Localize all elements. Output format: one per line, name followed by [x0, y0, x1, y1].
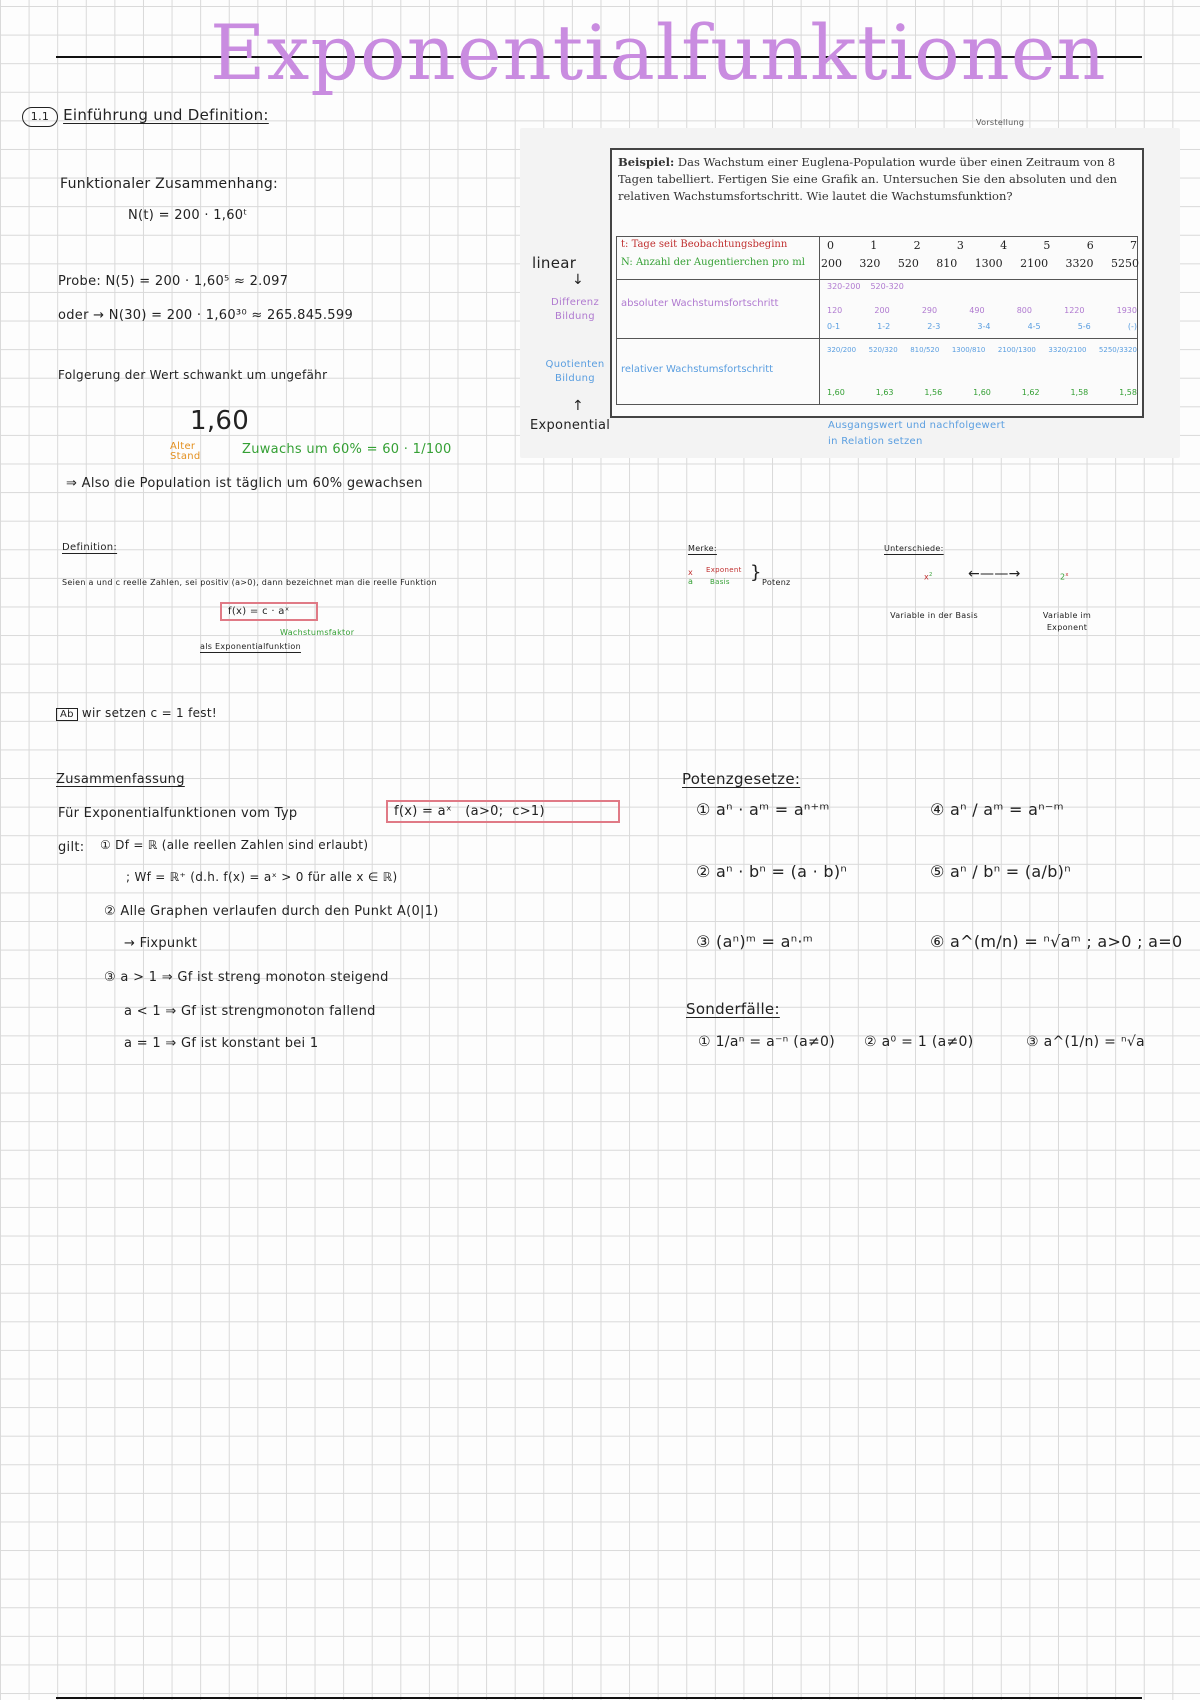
- row-n-label: N: Anzahl der Augentierchen pro ml: [621, 257, 805, 268]
- section-number: 1.1: [22, 107, 58, 127]
- abs-example: 320-200: [827, 282, 861, 291]
- growth-formula: N(t) = 200 · 1,60ᵗ: [128, 208, 248, 223]
- alter-stand-label: Alter Stand: [170, 441, 201, 462]
- rel-value-cell: 1,60: [827, 388, 845, 397]
- n-value-cell: 5250: [1110, 257, 1139, 270]
- ab-text: wir setzen c = 1 fest!: [81, 706, 217, 720]
- example-task: [618, 154, 1138, 205]
- diff-label: Differenz Bildung: [550, 297, 599, 322]
- rel-divider: [819, 338, 820, 404]
- zuwachs-label: Zuwachs um 60% = 60 · 1/100: [242, 442, 452, 457]
- zusammenfassung-item-3: ② Alle Graphen verlaufen durch den Punkt A(0|1): [104, 904, 439, 919]
- n-value-cell: 200: [821, 257, 842, 270]
- law-3: ③ (aⁿ)ᵐ = aⁿ·ᵐ: [696, 932, 814, 951]
- down-arrow: ↓: [572, 272, 585, 288]
- rel-values: [827, 388, 1137, 397]
- law-1: ① aⁿ · aᵐ = aⁿ⁺ᵐ: [696, 800, 830, 819]
- law-4: ④ aⁿ / aᵐ = aⁿ⁻ᵐ: [930, 800, 1064, 819]
- linear-label: linear: [532, 254, 577, 272]
- sonderfaelle-heading: Sonderfälle:: [686, 1000, 780, 1018]
- typ-box: f(x) = aˣ (a>0; c>1): [386, 800, 620, 823]
- rel-value-cell: 1,60: [973, 388, 991, 397]
- merke-exponent: Exponent: [706, 566, 742, 574]
- rel-fraction-cell: 520/320: [868, 346, 898, 354]
- definition-box: f(x) = c · aˣ: [220, 602, 318, 621]
- t-value-cell: 5: [1043, 239, 1051, 252]
- up-arrow: ↑: [572, 398, 585, 414]
- abs-value-cell: 800: [1016, 306, 1032, 315]
- rel-value-cell: 1,58: [1070, 388, 1089, 397]
- law-5: ⑤ aⁿ / bⁿ = (a/b)ⁿ: [930, 862, 1071, 881]
- t-values: [827, 239, 1137, 252]
- clipping-top-label: Vorstellung: [976, 118, 1025, 127]
- n-value-cell: 810: [936, 257, 958, 270]
- als-label: als Exponentialfunktion: [200, 642, 301, 651]
- abs-range-cell: (-): [1127, 322, 1137, 331]
- zusammenfassung-intro: Für Exponentialfunktionen vom Typ: [58, 806, 298, 821]
- page-title: Exponentialfunktionen: [210, 8, 1107, 97]
- abs-label: absoluter Wachstumsfortschritt: [621, 298, 779, 309]
- n-value-cell: 1300: [974, 257, 1003, 270]
- rel-fraction-cell: 320/200: [827, 346, 857, 354]
- n-value-cell: 3320: [1065, 257, 1094, 270]
- t-value-cell: 2: [913, 239, 921, 252]
- rel-row: [616, 338, 1138, 405]
- abs-value-cell: 290: [921, 306, 938, 315]
- unterschied-right-expr: 2$^x$: [1060, 572, 1069, 582]
- rel-fraction-cell: 810/520: [910, 346, 940, 354]
- rel-fraction-cell: 2100/1300: [997, 346, 1036, 354]
- unterschied-right-label: Variable im Exponent: [1042, 611, 1092, 632]
- t-value-cell: 7: [1129, 239, 1137, 252]
- merke-x-a: x a: [688, 568, 694, 586]
- sonderfall-3: ③ a^(1/n) = ⁿ√a: [1026, 1034, 1145, 1050]
- sonderfall-1: ① 1/aⁿ = a⁻ⁿ (a≠0): [698, 1034, 835, 1050]
- task-text: Das Wachstum einer Euglena-Population wurde über einen Zeitraum von 8 Tagen tabelliert. Fertigen Sie eine Grafik an. Untersuchen Sie den absoluten und den relativen Wachstumsfortschritt. Wie lautet die Wachstumsfunktion?: [618, 155, 1118, 203]
- t-value-cell: 3: [956, 239, 964, 252]
- exponential-label: Exponential: [530, 418, 611, 433]
- abs-value-cell: 200: [874, 306, 890, 315]
- merke-basis: Basis: [710, 578, 730, 586]
- ab-line: [56, 706, 217, 720]
- abs-row: [616, 278, 1138, 339]
- task-bold: Beispiel:: [618, 155, 675, 169]
- zusammenhang-label: Funktionaler Zusammenhang:: [60, 176, 279, 192]
- zusammenfassung-item-5: ③ a > 1 ⇒ Gf ist streng monoton steigend: [104, 970, 389, 985]
- section-heading: [22, 106, 269, 127]
- bottom-rule: [56, 1697, 1142, 1699]
- rel-fraction-cell: 1300/810: [951, 346, 986, 354]
- gilt-label: gilt:: [58, 840, 85, 855]
- data-table: [616, 236, 1138, 280]
- quot-label: Quotienten Bildung: [545, 359, 605, 384]
- abs-value-cell: 490: [969, 306, 985, 315]
- abs-examples: [827, 282, 904, 291]
- abs-values: [827, 306, 1137, 315]
- section-label: Einführung und Definition:: [63, 106, 269, 124]
- t-value-cell: 1: [870, 239, 878, 252]
- zusammenfassung-item-7: a = 1 ⇒ Gf ist konstant bei 1: [124, 1036, 319, 1051]
- law-6: ⑥ a^(m/n) = ⁿ√aᵐ ; a>0 ; a=0: [930, 932, 1183, 951]
- zusammenfassung-heading: Zusammenfassung: [56, 772, 185, 787]
- rel-value-cell: 1,56: [924, 388, 943, 397]
- n-value-cell: 320: [859, 257, 881, 270]
- row-t-label: t: Tage seit Beobachtungsbeginn: [621, 239, 788, 250]
- abs-range-cell: 3-4: [977, 322, 991, 331]
- law-2: ② aⁿ · bⁿ = (a · b)ⁿ: [696, 862, 848, 881]
- n-value-cell: 520: [897, 257, 919, 270]
- zusammenfassung-item-2: ; Wf = ℝ⁺ (d.h. f(x) = aˣ > 0 für alle x ∈ ℝ): [126, 870, 398, 884]
- abs-value-cell: 120: [827, 306, 843, 315]
- potenzgesetze-heading: Potenzgesetze:: [682, 770, 801, 788]
- abs-range-cell: 5-6: [1077, 322, 1091, 331]
- header-divider: [819, 237, 820, 279]
- abs-value-cell: 1930: [1116, 306, 1137, 315]
- abs-value-cell: 1220: [1064, 306, 1085, 315]
- n-value-cell: 2100: [1020, 257, 1049, 270]
- merke-brace: }: [750, 562, 762, 583]
- rel-value-cell: 1,63: [875, 388, 894, 397]
- t-value-cell: 0: [827, 239, 834, 252]
- unterschied-left-label: Variable in der Basis: [890, 611, 978, 620]
- ab-tag: Ab: [56, 708, 78, 721]
- sonderfall-2: ② a⁰ = 1 (a≠0): [864, 1034, 974, 1050]
- zusammenfassung-item-6: a < 1 ⇒ Gf ist strengmonoton fallend: [124, 1004, 376, 1019]
- abs-range-cell: 0-1: [827, 322, 841, 331]
- abs-range-cell: 1-2: [877, 322, 891, 331]
- merke-potenz: Potenz: [762, 578, 791, 587]
- rel-fractions: [827, 346, 1137, 354]
- double-arrow: ←——→: [968, 566, 1021, 582]
- merke-heading: Merke:: [688, 544, 717, 553]
- abs-example: 520-320: [870, 282, 904, 291]
- rel-label: relativer Wachstumsfortschritt: [621, 364, 774, 375]
- n-values: [821, 257, 1139, 270]
- rel-value-cell: 1,62: [1021, 388, 1040, 397]
- abs-divider: [819, 278, 820, 338]
- abs-range-cell: 2-3: [927, 322, 941, 331]
- also-line: ⇒ Also die Population ist täglich um 60% gewachsen: [66, 476, 423, 491]
- rel-fraction-cell: 5250/3320: [1098, 346, 1137, 354]
- zusammenfassung-item-4: → Fixpunkt: [124, 936, 198, 951]
- abs-ranges: [827, 322, 1137, 331]
- wachstumsfaktor-label: Wachstumsfaktor: [280, 628, 355, 637]
- big-factor: 1,60: [190, 406, 250, 436]
- unterschied-heading: Unterschiede:: [884, 544, 944, 553]
- abs-range-cell: 4-5: [1027, 322, 1041, 331]
- oder-line: oder → N(30) = 200 · 1,60³⁰ ≈ 265.845.599: [58, 308, 354, 323]
- t-value-cell: 4: [1000, 239, 1008, 252]
- probe-line: Probe: N(5) = 200 · 1,60⁵ ≈ 2.097: [58, 274, 289, 289]
- zusammenfassung-item-1: ① Df = ℝ (alle reellen Zahlen sind erlaubt): [100, 838, 369, 852]
- definition-text: Seien a und c reelle Zahlen, sei positiv (a>0), dann bezeichnet man die reelle Funktion: [62, 578, 437, 587]
- folgerung-line: Folgerung der Wert schwankt um ungefähr: [58, 368, 328, 382]
- rel-fraction-cell: 3320/2100: [1048, 346, 1087, 354]
- t-value-cell: 6: [1086, 239, 1094, 252]
- clipping-note1: Ausgangswert und nachfolgewert: [828, 420, 1006, 431]
- unterschied-left-expr: $x^2$: [924, 572, 933, 582]
- clipping-note2: in Relation setzen: [828, 436, 923, 447]
- rel-value-cell: 1,58: [1119, 388, 1137, 397]
- example-box: [610, 148, 1144, 418]
- definition-heading: Definition:: [62, 542, 118, 553]
